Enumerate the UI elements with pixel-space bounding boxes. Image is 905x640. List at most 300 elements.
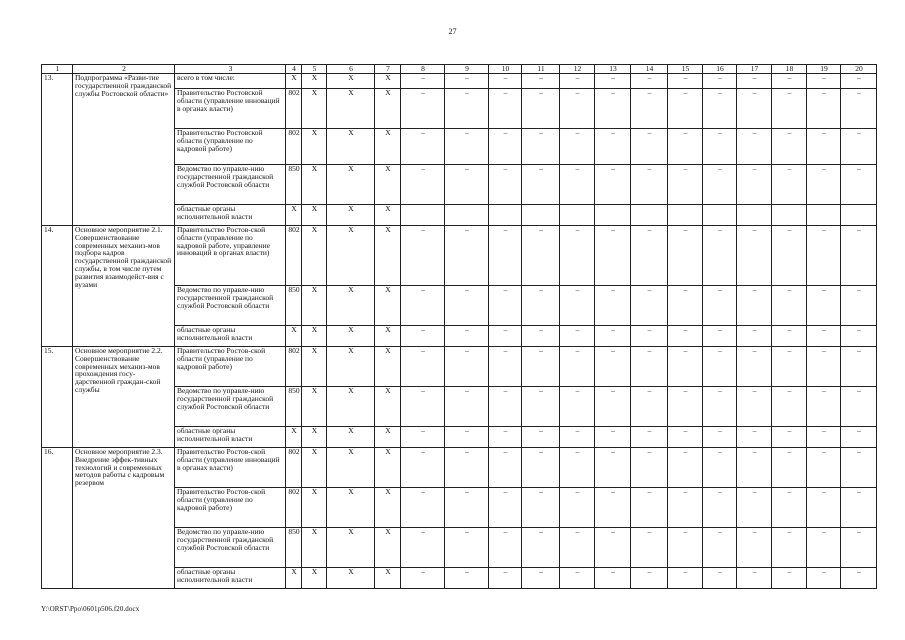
amount-cell — [489, 205, 522, 226]
csr-cell: Х — [327, 387, 375, 427]
amount-cell: – — [522, 528, 560, 568]
amount-cell: – — [489, 568, 522, 589]
amount-cell: – — [595, 427, 631, 448]
amount-cell: – — [445, 488, 489, 528]
header-cell: 19 — [807, 65, 841, 74]
amount-cell: – — [807, 286, 841, 326]
amount-cell: – — [841, 427, 877, 448]
header-cell: 15 — [668, 65, 703, 74]
vr-cell: Х — [375, 448, 401, 488]
amount-cell: – — [772, 165, 807, 205]
table-row — [42, 74, 877, 89]
amount-cell: – — [737, 226, 772, 286]
csr-cell: Х — [327, 326, 375, 347]
amount-cell: – — [703, 129, 737, 165]
amount-cell: – — [772, 286, 807, 326]
rzpr-cell: Х — [302, 89, 327, 129]
amount-cell: – — [841, 528, 877, 568]
amount-cell: – — [401, 427, 445, 448]
amount-cell: – — [595, 347, 631, 387]
amount-cell: – — [401, 347, 445, 387]
executor-cell: областные органы исполнительной власти — [175, 205, 286, 226]
executor-cell: Правительство Ростов-ской области (управление инноваций в органах власти) — [175, 448, 286, 488]
executor-cell: Правительство Ростовской области (управление инноваций в органах власти) — [175, 89, 286, 129]
header-cell: 12 — [560, 65, 595, 74]
amount-cell: – — [401, 387, 445, 427]
amount-cell: – — [560, 427, 595, 448]
rzpr-cell: Х — [302, 226, 327, 286]
amount-cell: – — [560, 286, 595, 326]
amount-cell: – — [631, 286, 668, 326]
amount-cell: – — [631, 448, 668, 488]
amount-cell: – — [401, 89, 445, 129]
amount-cell: – — [631, 165, 668, 205]
header-cell: 18 — [772, 65, 807, 74]
amount-cell: – — [668, 74, 703, 89]
measure-title: Основное мероприятие 2.1. Совершенствование современных механиз-мов подбора кадров государственной гражданской службы, в том числе путем развития взаимодейст-вия с вузами — [73, 226, 175, 347]
amount-cell: – — [631, 568, 668, 589]
amount-cell: – — [631, 74, 668, 89]
amount-cell: – — [668, 129, 703, 165]
vr-cell: Х — [375, 129, 401, 165]
csr-cell: Х — [327, 347, 375, 387]
amount-cell: – — [668, 89, 703, 129]
amount-cell: – — [560, 226, 595, 286]
amount-cell: – — [445, 129, 489, 165]
amount-cell: – — [522, 568, 560, 589]
rzpr-cell: Х — [302, 387, 327, 427]
amount-cell: – — [703, 226, 737, 286]
amount-cell: – — [772, 326, 807, 347]
grbs-cell: 802 — [286, 448, 302, 488]
header-cell: 13 — [595, 65, 631, 74]
amount-cell: – — [489, 74, 522, 89]
amount-cell: – — [489, 488, 522, 528]
executor-cell: Ведомство по управле-нию государственной гражданской службой Ростовской области — [175, 387, 286, 427]
amount-cell — [668, 205, 703, 226]
amount-cell: – — [560, 528, 595, 568]
amount-cell — [522, 205, 560, 226]
amount-cell: – — [631, 129, 668, 165]
amount-cell: – — [772, 427, 807, 448]
amount-cell: – — [703, 528, 737, 568]
amount-cell: – — [631, 347, 668, 387]
amount-cell: – — [841, 226, 877, 286]
amount-cell: – — [522, 89, 560, 129]
table-row — [42, 347, 877, 387]
amount-cell: – — [631, 387, 668, 427]
grbs-cell: Х — [286, 427, 302, 448]
executor-cell: областные органы исполнительной власти — [175, 568, 286, 589]
amount-cell: – — [401, 74, 445, 89]
amount-cell: – — [841, 347, 877, 387]
amount-cell: – — [703, 347, 737, 387]
amount-cell: – — [668, 286, 703, 326]
csr-cell: Х — [327, 205, 375, 226]
amount-cell: – — [841, 488, 877, 528]
amount-cell: – — [668, 226, 703, 286]
amount-cell: – — [595, 74, 631, 89]
amount-cell: – — [401, 448, 445, 488]
amount-cell: – — [445, 427, 489, 448]
amount-cell: – — [489, 165, 522, 205]
amount-cell: – — [841, 387, 877, 427]
amount-cell: – — [807, 74, 841, 89]
amount-cell: – — [668, 387, 703, 427]
amount-cell: – — [522, 347, 560, 387]
amount-cell: – — [445, 74, 489, 89]
csr-cell: Х — [327, 286, 375, 326]
amount-cell: – — [668, 165, 703, 205]
amount-cell: – — [703, 448, 737, 488]
amount-cell: – — [522, 286, 560, 326]
header-cell: 6 — [327, 65, 375, 74]
amount-cell: – — [560, 165, 595, 205]
amount-cell: – — [489, 427, 522, 448]
grbs-cell: 850 — [286, 165, 302, 205]
header-row — [42, 65, 877, 74]
measure-title: Основное мероприятие 2.3. Внедрение эффек-тивных технологий и современных методов работы с кадровым резервом — [73, 448, 175, 589]
amount-cell: – — [522, 226, 560, 286]
amount-cell: – — [668, 427, 703, 448]
amount-cell: – — [703, 286, 737, 326]
amount-cell: – — [772, 129, 807, 165]
csr-cell: Х — [327, 448, 375, 488]
amount-cell: – — [631, 89, 668, 129]
amount-cell: – — [737, 387, 772, 427]
amount-cell: – — [401, 165, 445, 205]
amount-cell: – — [489, 286, 522, 326]
amount-cell: – — [703, 427, 737, 448]
amount-cell: – — [522, 387, 560, 427]
grbs-cell: 802 — [286, 488, 302, 528]
vr-cell: Х — [375, 286, 401, 326]
vr-cell: Х — [375, 387, 401, 427]
amount-cell: – — [668, 347, 703, 387]
amount-cell — [631, 205, 668, 226]
header-cell: 5 — [302, 65, 327, 74]
vr-cell: Х — [375, 165, 401, 205]
grbs-cell: 802 — [286, 347, 302, 387]
csr-cell: Х — [327, 74, 375, 89]
header-cell: 11 — [522, 65, 560, 74]
rzpr-cell: Х — [302, 205, 327, 226]
amount-cell: – — [841, 129, 877, 165]
amount-cell: – — [772, 488, 807, 528]
vr-cell: Х — [375, 347, 401, 387]
amount-cell: – — [772, 568, 807, 589]
amount-cell: – — [595, 568, 631, 589]
executor-cell: Правительство Ростов-ской области (управление по кадровой работе, управление инноваций в органах власти) — [175, 226, 286, 286]
table-row — [42, 448, 877, 488]
amount-cell: – — [401, 129, 445, 165]
amount-cell — [703, 205, 737, 226]
grbs-cell: 850 — [286, 387, 302, 427]
table-row — [42, 226, 877, 286]
amount-cell: – — [737, 427, 772, 448]
amount-cell: – — [522, 488, 560, 528]
page-number: 27 — [448, 27, 457, 36]
grbs-cell: 802 — [286, 226, 302, 286]
executor-cell: Ведомство по управле-нию государственной гражданской службой Ростовской области — [175, 528, 286, 568]
grbs-cell: 850 — [286, 528, 302, 568]
amount-cell: – — [560, 74, 595, 89]
vr-cell: Х — [375, 226, 401, 286]
amount-cell: – — [668, 326, 703, 347]
amount-cell: – — [807, 226, 841, 286]
amount-cell: – — [737, 528, 772, 568]
amount-cell: – — [631, 326, 668, 347]
amount-cell: – — [807, 427, 841, 448]
amount-cell: – — [631, 226, 668, 286]
amount-cell: – — [772, 387, 807, 427]
amount-cell: – — [445, 347, 489, 387]
amount-cell: – — [401, 568, 445, 589]
grbs-cell: Х — [286, 326, 302, 347]
csr-cell: Х — [327, 488, 375, 528]
csr-cell: Х — [327, 568, 375, 589]
amount-cell: – — [807, 326, 841, 347]
amount-cell: – — [703, 568, 737, 589]
executor-cell: Ведомство по управле-нию государственной гражданской службой Ростовской области — [175, 286, 286, 326]
amount-cell: – — [560, 347, 595, 387]
rzpr-cell: Х — [302, 326, 327, 347]
amount-cell: – — [489, 448, 522, 488]
amount-cell: – — [772, 347, 807, 387]
rzpr-cell: Х — [302, 347, 327, 387]
amount-cell — [772, 205, 807, 226]
header-cell: 1 — [42, 65, 73, 74]
header-cell: 4 — [286, 65, 302, 74]
vr-cell: Х — [375, 89, 401, 129]
executor-cell: всего в том числе: — [175, 74, 286, 89]
executor-cell: Ведомство по управле-нию государственной гражданской службой Ростовской области — [175, 165, 286, 205]
amount-cell — [401, 205, 445, 226]
amount-cell: – — [841, 89, 877, 129]
amount-cell: – — [489, 89, 522, 129]
amount-cell: – — [807, 528, 841, 568]
rzpr-cell: Х — [302, 74, 327, 89]
rzpr-cell: Х — [302, 129, 327, 165]
row-number: 13. — [42, 74, 73, 226]
amount-cell: – — [445, 89, 489, 129]
amount-cell: – — [522, 427, 560, 448]
amount-cell: – — [522, 448, 560, 488]
amount-cell: – — [807, 448, 841, 488]
row-number: 15. — [42, 347, 73, 448]
csr-cell: Х — [327, 129, 375, 165]
row-number: 14. — [42, 226, 73, 347]
header-cell: 10 — [489, 65, 522, 74]
measure-title: Подпрограмма «Разви-тие государственной гражданской службы Ростовской области» — [73, 74, 175, 226]
amount-cell: – — [841, 326, 877, 347]
amount-cell: – — [703, 165, 737, 205]
amount-cell: – — [445, 387, 489, 427]
amount-cell: – — [522, 129, 560, 165]
amount-cell: – — [445, 528, 489, 568]
amount-cell: – — [737, 488, 772, 528]
amount-cell: – — [595, 326, 631, 347]
amount-cell: – — [595, 387, 631, 427]
amount-cell: – — [445, 448, 489, 488]
budget-table — [41, 64, 877, 589]
amount-cell: – — [703, 387, 737, 427]
amount-cell: – — [595, 89, 631, 129]
amount-cell: – — [595, 226, 631, 286]
header-cell: 16 — [703, 65, 737, 74]
executor-cell: областные органы исполнительной власти — [175, 427, 286, 448]
csr-cell: Х — [327, 427, 375, 448]
amount-cell: – — [445, 226, 489, 286]
amount-cell: – — [445, 326, 489, 347]
amount-cell: – — [595, 528, 631, 568]
rzpr-cell: Х — [302, 427, 327, 448]
amount-cell: – — [489, 347, 522, 387]
amount-cell: – — [631, 488, 668, 528]
rzpr-cell: Х — [302, 286, 327, 326]
rzpr-cell: Х — [302, 448, 327, 488]
grbs-cell: 802 — [286, 129, 302, 165]
amount-cell — [595, 205, 631, 226]
amount-cell: – — [772, 448, 807, 488]
grbs-cell: Х — [286, 74, 302, 89]
amount-cell: – — [737, 89, 772, 129]
amount-cell: – — [807, 387, 841, 427]
amount-cell: – — [595, 488, 631, 528]
rzpr-cell: Х — [302, 528, 327, 568]
amount-cell: – — [737, 448, 772, 488]
amount-cell: – — [703, 74, 737, 89]
amount-cell: – — [489, 326, 522, 347]
amount-cell: – — [737, 74, 772, 89]
amount-cell: – — [668, 568, 703, 589]
amount-cell: – — [560, 89, 595, 129]
amount-cell: – — [807, 568, 841, 589]
amount-cell: – — [560, 326, 595, 347]
amount-cell: – — [489, 129, 522, 165]
amount-cell: – — [703, 488, 737, 528]
amount-cell: – — [737, 165, 772, 205]
amount-cell: – — [703, 326, 737, 347]
vr-cell: Х — [375, 74, 401, 89]
amount-cell: – — [807, 488, 841, 528]
row-number: 16. — [42, 448, 73, 589]
amount-cell — [737, 205, 772, 226]
amount-cell — [560, 205, 595, 226]
amount-cell: – — [841, 568, 877, 589]
amount-cell: – — [489, 528, 522, 568]
amount-cell: – — [560, 448, 595, 488]
executor-cell: Правительство Ростов-ской области (управление по кадровой работе) — [175, 347, 286, 387]
amount-cell: – — [631, 427, 668, 448]
amount-cell: – — [668, 528, 703, 568]
amount-cell: – — [560, 568, 595, 589]
amount-cell: – — [401, 286, 445, 326]
measure-title: Основное мероприятие 2.2. Совершенствование современных механиз-мов прохождения госу-дарственной граждан-ской службы — [73, 347, 175, 448]
rzpr-cell: Х — [302, 488, 327, 528]
amount-cell: – — [841, 165, 877, 205]
amount-cell — [445, 205, 489, 226]
header-cell: 7 — [375, 65, 401, 74]
header-cell: 14 — [631, 65, 668, 74]
amount-cell: – — [703, 89, 737, 129]
amount-cell: – — [445, 165, 489, 205]
grbs-cell: Х — [286, 568, 302, 589]
amount-cell: – — [841, 448, 877, 488]
amount-cell: – — [737, 568, 772, 589]
vr-cell: Х — [375, 528, 401, 568]
amount-cell: – — [772, 74, 807, 89]
amount-cell: – — [737, 347, 772, 387]
amount-cell: – — [772, 528, 807, 568]
csr-cell: Х — [327, 89, 375, 129]
vr-cell: Х — [375, 205, 401, 226]
amount-cell: – — [668, 488, 703, 528]
amount-cell: – — [560, 387, 595, 427]
header-cell: 9 — [445, 65, 489, 74]
amount-cell — [807, 205, 841, 226]
header-cell: 2 — [73, 65, 175, 74]
header-cell: 17 — [737, 65, 772, 74]
vr-cell: Х — [375, 568, 401, 589]
amount-cell: – — [668, 448, 703, 488]
amount-cell: – — [772, 89, 807, 129]
amount-cell: – — [631, 528, 668, 568]
amount-cell: – — [401, 528, 445, 568]
executor-cell: Правительство Ростовской области (управление по кадровой работе) — [175, 129, 286, 165]
amount-cell: – — [595, 129, 631, 165]
rzpr-cell: Х — [302, 568, 327, 589]
header-cell: 3 — [175, 65, 286, 74]
amount-cell: – — [841, 286, 877, 326]
vr-cell: Х — [375, 488, 401, 528]
amount-cell: – — [522, 165, 560, 205]
amount-cell: – — [841, 74, 877, 89]
grbs-cell: 850 — [286, 286, 302, 326]
executor-cell: Правительство Ростов-ской области (управление по кадровой работе) — [175, 488, 286, 528]
amount-cell: – — [737, 129, 772, 165]
amount-cell: – — [522, 74, 560, 89]
amount-cell: – — [401, 226, 445, 286]
executor-cell: областные органы исполнительной власти — [175, 326, 286, 347]
footer-file-path: Y:\ORST\Ppo\0601p506.f20.docx — [41, 605, 140, 613]
amount-cell: – — [445, 568, 489, 589]
vr-cell: Х — [375, 427, 401, 448]
amount-cell: – — [595, 448, 631, 488]
grbs-cell: 802 — [286, 89, 302, 129]
header-cell: 20 — [841, 65, 877, 74]
amount-cell: – — [772, 226, 807, 286]
amount-cell: – — [595, 286, 631, 326]
amount-cell: – — [489, 387, 522, 427]
amount-cell: – — [595, 165, 631, 205]
amount-cell: – — [560, 488, 595, 528]
csr-cell: Х — [327, 528, 375, 568]
amount-cell: – — [807, 129, 841, 165]
amount-cell: – — [737, 326, 772, 347]
amount-cell: – — [522, 326, 560, 347]
csr-cell: Х — [327, 165, 375, 205]
csr-cell: Х — [327, 226, 375, 286]
amount-cell: – — [489, 226, 522, 286]
amount-cell: – — [445, 286, 489, 326]
amount-cell: – — [807, 347, 841, 387]
amount-cell: – — [401, 488, 445, 528]
amount-cell: – — [560, 129, 595, 165]
amount-cell: – — [807, 165, 841, 205]
grbs-cell: Х — [286, 205, 302, 226]
amount-cell: – — [807, 89, 841, 129]
